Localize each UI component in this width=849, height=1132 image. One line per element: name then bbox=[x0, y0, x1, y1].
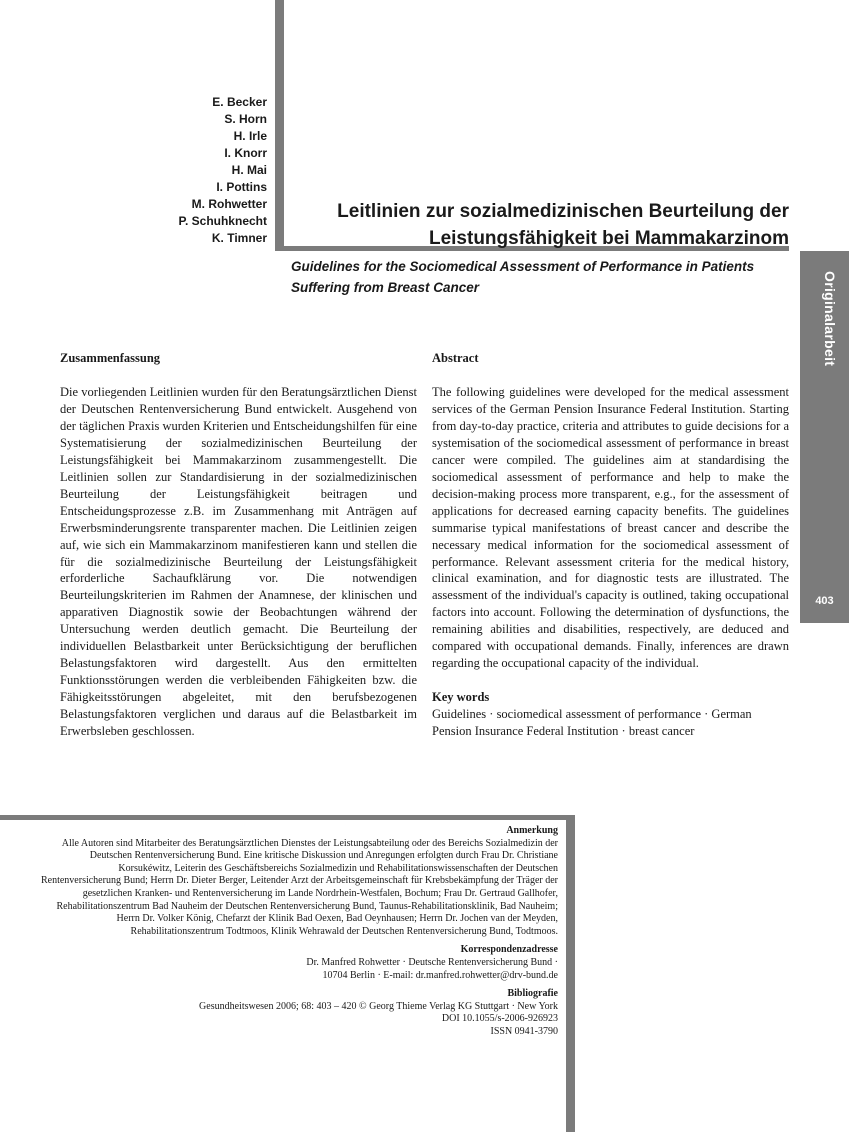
title-english: Guidelines for the Sociomedical Assessment of Performance in Patients Suffering from Breast Cancer bbox=[291, 259, 755, 295]
side-tab-label: Originalarbeit bbox=[822, 271, 838, 367]
bibliografie-block bbox=[40, 988, 558, 1038]
author-list bbox=[60, 94, 267, 247]
side-tab bbox=[800, 251, 849, 623]
notes-vertical-rule bbox=[566, 815, 575, 1132]
anmerkung-text: Alle Autoren sind Mitarbeiter des Beratungsärztlichen Dienstes der Leistungsabteilung oder des Bereichs Sozialmedizin der Deutschen Rentenversicherung Bund. Eine kritische Diskussion und Anregungen erfolgten durch Frau Dr. Christiane Korsukéwitz, Leiterin des Geschäftsbereichs Sozialmedizin und Rehabilitationswissenschaften der Deutschen Rentenversicherung Bund; Herrn Dr. Dieter Berger, Leitender Arzt der Arbeitsgemeinschaft für Krebsbekämpfung der Träger der gesetzlichen Kranken- und Rentenversicherung im Lande Nordrhein-Westfalen, Bochum; Frau Dr. Gertraud Gallhofer, Rehabilitationszentrum Bad Nauheim der Deutschen Rentenversicherung Bund, Taunus-Rehabilitationsklinik, Bad Nauheim; Herrn Dr. Volker König, Chefarzt der Klinik Bad Oexen, Bad Oeynhausen; Herrn Dr. Jochen van der Meyden, Rehabilitationszentrum Todtmoos, Klinik Wehrawald der Deutschen Rentenversicherung Bund, Todtmoos. bbox=[40, 837, 558, 937]
abstract-heading: Abstract bbox=[432, 351, 479, 365]
keywords-heading: Key words bbox=[432, 690, 490, 705]
abstract-text: The following guidelines were developed for the medical assessment services of the German Pension Insurance Federal Institution. Starting from day-to-day practice, criteria and attributes to guide decisions for a systemisation of the sociomedical assessment of performance in breast cancer were compiled. The guidelines aim at standardising the sociomedical assessment of performance and help to make the decision-making process more transparent, e.g., for the assessment of applications for decreased earning capacity benefits. The guidelines summarise typical manifestations of breast cancer and describe the necessary medical information for the sociomedical assessment of performance. Relevant assessment criteria for the medical history, clinical examination, and for diagnostic tests are illustrated. The assessment of the individual's capacity is outlined, taking occupational factors into account. Following the determination of dysfunctions, the remaining abilities and disabilities, respectively, are deduced and compared with occupational demands. Finally, inferences are drawn regarding the occupational capacity of the individual. bbox=[432, 385, 789, 671]
page-number: 403 bbox=[815, 595, 834, 607]
keywords: Guidelines · sociomedical assessment of performance · German Pension Insurance Federal Institution · breast cancer bbox=[432, 707, 752, 739]
title-german bbox=[300, 198, 789, 252]
bibliografie-heading: Bibliografie bbox=[507, 988, 558, 1000]
korrespondenz-line: Dr. Manfred Rohwetter · Deutsche Rentenversicherung Bund · bbox=[306, 956, 558, 968]
zusammenfassung-text: Die vorliegenden Leitlinien wurden für den Beratungsärztlichen Dienst der Deutschen Rentenversicherung Bund entwickelt. Ausgehend von der täglichen Praxis wurden Kriterien und Entscheidungshilfen für eine Systematisierung der sozialmedizinischen Beurteilung der Leistungsfähigkeit bei Mammakarzinom zusammengestellt. Die Leitlinien sollen zur Standardisierung in der sozialmedizinischen Beurteilung der Leistungsfähigkeit beitragen und Entscheidungsprozesse z.B. im Zusammenhang mit Anträgen auf Erwerbsminderungsrente transparenter machen. Die Leitlinien zeigen auf, wie sich ein Mammakarzinom manifestieren kann und stellen die für die sozialmedizinische Beurteilung der Leistungsfähigkeit erforderliche Sachaufklärung vor. Die notwendigen Beurteilungskriterien im Rahmen der Anamnese, der klinischen und apparativen Diagnostik sowie der Beobachtungen während der Untersuchung werden deutlich gemacht. Die Beurteilung der individuellen Belastbarkeit unter Berücksichtigung der beruflichen Belastungsfaktoren wird dargestellt. Aus den ermittelten Funktionsstörungen werden die verbleibenden Fähigkeiten bzw. die Fähigkeitsstörungen abgeleitet, mit den berufsbezogenen Belastungsfaktoren verglichen und daraus auf die Belastbarkeit im Erwerbsleben geschlossen. bbox=[60, 385, 417, 739]
top-vertical-rule bbox=[275, 0, 284, 251]
author: H. Mai bbox=[231, 163, 267, 177]
notes-top-rule bbox=[0, 815, 575, 820]
author: E. Becker bbox=[212, 95, 267, 109]
author: K. Timner bbox=[211, 231, 267, 245]
title-german-line-2: Leistungsfähigkeit bei Mammakarzinom bbox=[428, 228, 789, 249]
author: I. Pottins bbox=[216, 180, 267, 194]
author: M. Rohwetter bbox=[191, 197, 267, 211]
title-german-line-1: Leitlinien zur sozialmedizinischen Beurteilung der bbox=[337, 201, 789, 222]
issn: ISSN 0941-3790 bbox=[490, 1025, 558, 1037]
abstract-column bbox=[432, 350, 789, 740]
korrespondenz-heading: Korrespondenzadresse bbox=[460, 944, 558, 956]
doi: DOI 10.1055/s-2006-926923 bbox=[441, 1013, 558, 1025]
korrespondenz-block bbox=[40, 944, 558, 982]
author: H. Irle bbox=[233, 129, 267, 143]
zusammenfassung-heading: Zusammenfassung bbox=[60, 351, 161, 365]
author: S. Horn bbox=[224, 112, 267, 126]
zusammenfassung-column bbox=[60, 350, 417, 740]
author: P. Schuhknecht bbox=[178, 214, 267, 228]
anmerkung-heading: Anmerkung bbox=[506, 825, 558, 836]
bibliografie-line: Gesundheitswesen 2006; 68: 403 – 420 © Georg Thieme Verlag KG Stuttgart · New York bbox=[199, 1000, 558, 1012]
article-notes bbox=[40, 825, 558, 1045]
author: I. Knorr bbox=[224, 146, 267, 160]
anmerkung-block bbox=[40, 825, 558, 938]
korrespondenz-line: 10704 Berlin · E-mail: dr.manfred.rohwetter@drv-bund.de bbox=[322, 969, 558, 981]
